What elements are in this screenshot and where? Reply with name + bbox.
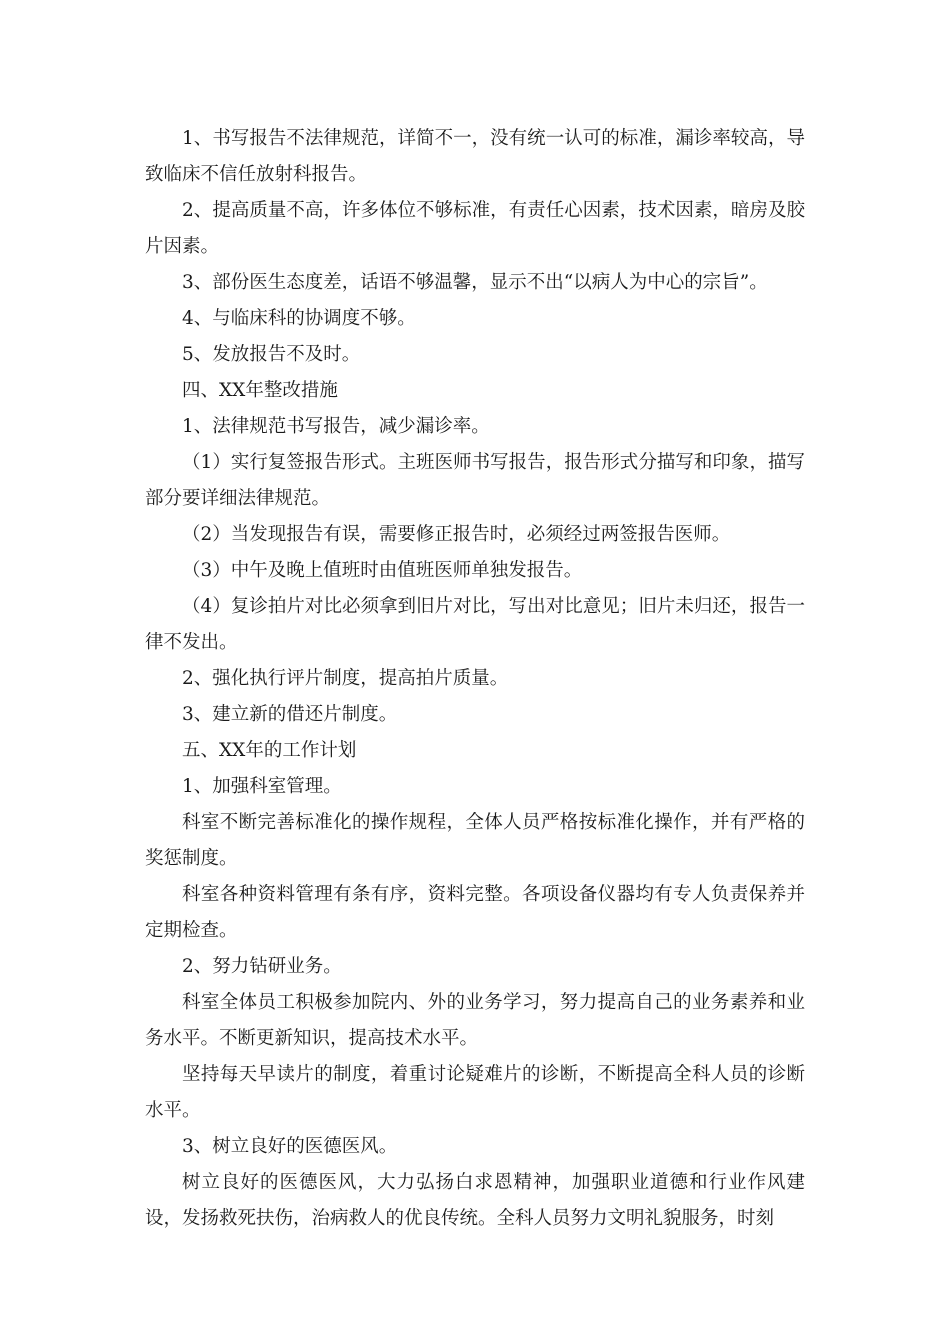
paragraph-coordination: 4、与临床科的协调度不够。 (182, 308, 416, 329)
paragraph-ethics-heading: 3、树立良好的医德医风。 (182, 1136, 398, 1157)
document-body (145, 121, 805, 1237)
paragraph-film-comparison: （4）复诊拍片对比必须拿到旧片对比，写出对比意见；旧片未归还，报告一律不发出。 (145, 596, 805, 653)
paragraph-learning: 科室全体员工积极参加院内、外的业务学习，努力提高自己的业务素养和业务水平。不断更新知识，提高技术水平。 (145, 992, 805, 1049)
paragraph-ethics: 树立良好的医德医风，大力弘扬白求恩精神，加强职业道德和行业作风建设，发扬救死扶伤，治病救人的优良传统。全科人员努力文明礼貌服务，时刻 (145, 1172, 805, 1229)
paragraph-morning-reading: 坚持每天早读片的制度，着重讨论疑难片的诊断，不断提高全科人员的诊断水平。 (145, 1064, 805, 1121)
paragraph-standard-writing: 1、法律规范书写报告，减少漏诊率。 (182, 416, 490, 437)
paragraph-management: 1、加强科室管理。 (182, 776, 342, 797)
paragraph-report-standard: 1、书写报告不法律规范，详简不一，没有统一认可的标准，漏诊率较高，导致临床不信任放射科报告。 (145, 128, 805, 185)
paragraph-attitude: 3、部份医生态度差，话语不够温馨，显示不出“以病人为中心的宗旨”。 (182, 272, 768, 293)
paragraph-film-borrowing: 3、建立新的借还片制度。 (182, 704, 398, 725)
paragraph-study: 2、努力钻研业务。 (182, 956, 342, 977)
paragraph-film-review: 2、强化执行评片制度，提高拍片质量。 (182, 668, 509, 689)
section-heading-work-plan: 五、XX年的工作计划 (182, 740, 357, 761)
paragraph-double-sign: （1）实行复签报告形式。主班医师书写报告，报告形式分描写和印象，描写部分要详细法律规范。 (145, 452, 805, 509)
paragraph-procedures: 科室不断完善标准化的操作规程，全体人员严格按标准化操作，并有严格的奖惩制度。 (145, 812, 805, 869)
paragraph-report-delay: 5、发放报告不及时。 (182, 344, 361, 365)
paragraph-quality: 2、提高质量不高，许多体位不够标准，有责任心因素，技术因素，暗房及胶片因素。 (145, 200, 805, 257)
paragraph-error-correction: （2）当发现报告有误，需要修正报告时，必须经过两签报告医师。 (182, 524, 731, 545)
paragraph-records: 科室各种资料管理有条有序，资料完整。各项设备仪器均有专人负责保养并定期检查。 (145, 884, 805, 941)
section-heading-rectification: 四、XX年整改措施 (182, 380, 338, 401)
paragraph-duty-report: （3）中午及晚上值班时由值班医师单独发报告。 (182, 560, 583, 581)
